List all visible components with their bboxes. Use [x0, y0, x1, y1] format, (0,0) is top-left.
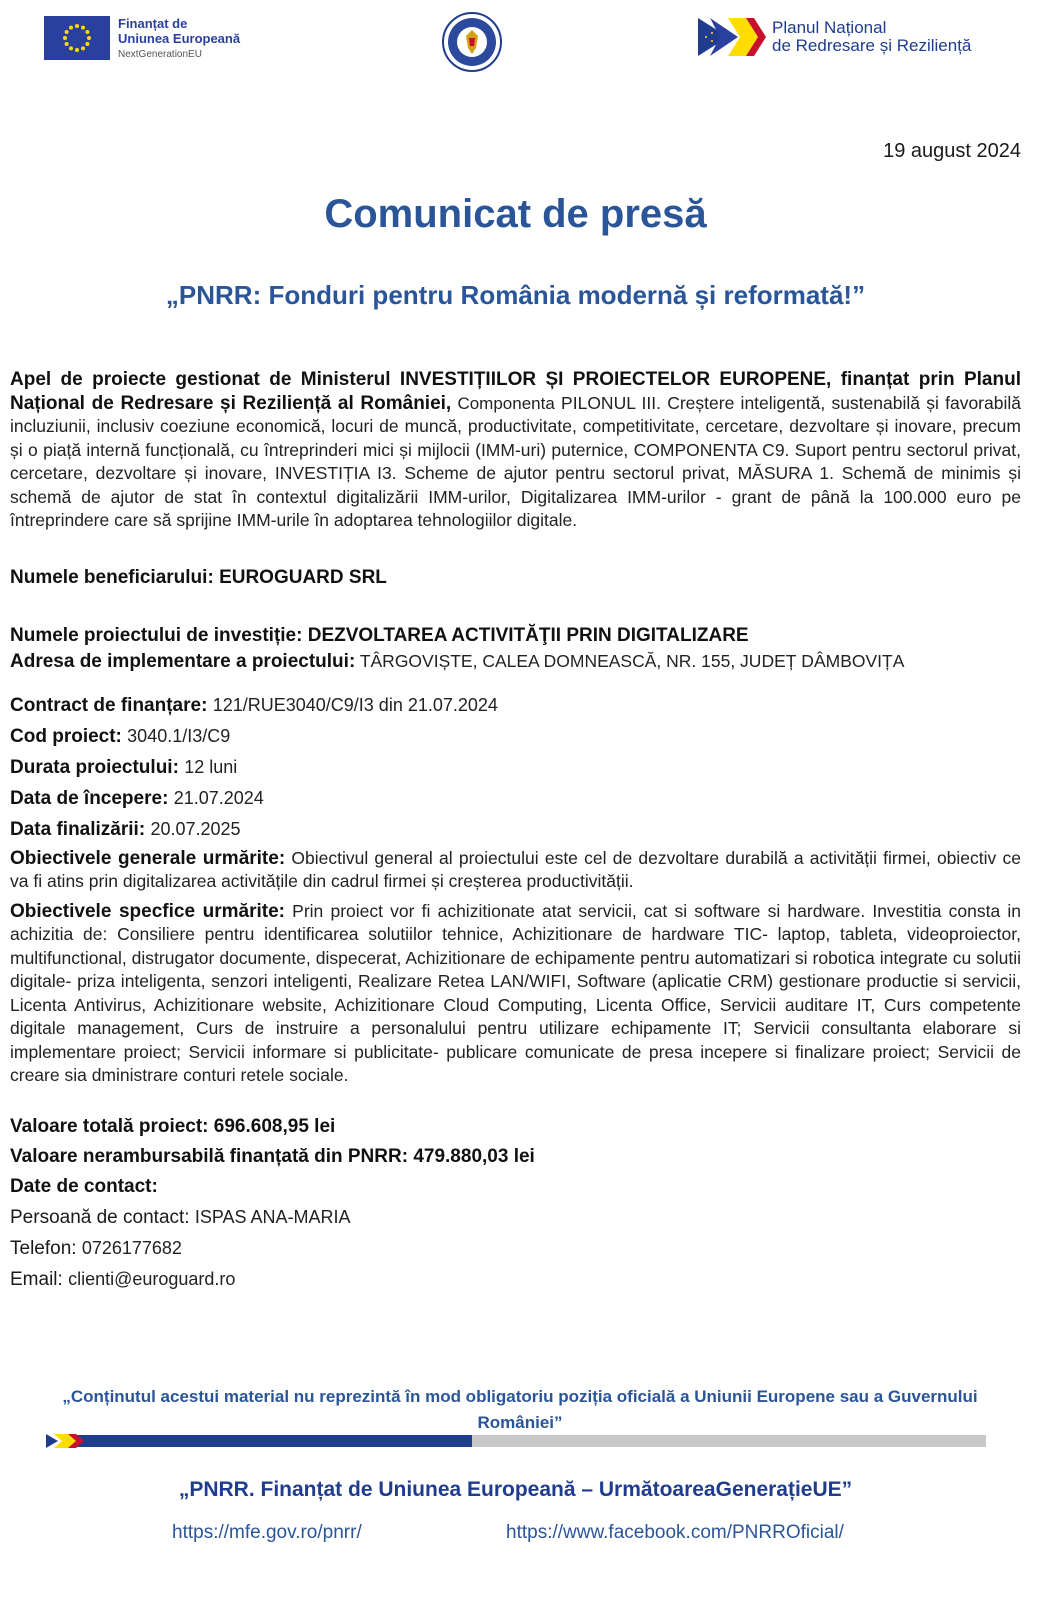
- address-label: Adresa de implementare a proiectului:: [10, 650, 356, 672]
- project-details: [10, 690, 1021, 845]
- pnrr-logo-line1: Planul Național: [772, 18, 887, 37]
- general-objectives-value: Obiectivul general al proiectului este cel de dezvoltare durabilă a activității firmei, obiectiv ce va fi atins prin digitalizarea activitățile din cadrul firmei și creșterea productivității.: [10, 847, 1021, 891]
- bar-grey-segment: [472, 1435, 986, 1447]
- page-header: [0, 0, 1051, 110]
- detail-project-code: [10, 721, 1021, 752]
- pnrr-arrow-logo-icon: [698, 18, 768, 56]
- detail-value: 121/RUE3040/C9/I3 din 21.07.2024: [212, 694, 498, 715]
- total-value-label: Valoare totală proiect:: [10, 1115, 209, 1137]
- detail-duration: [10, 752, 1021, 783]
- intro-text: PILONUL III. Creștere inteligentă, sustenabilă și favorabilă incluziunii, inclusiv coeziune economică, locuri de muncă, productivitate, competitivitate, cercetare, dezvoltare și inovare, precum și o piață internă funcțională, cu întreprinderi mici și mijlocii (IMM-uri) puternice, COMPONENTA C9. Suport pentru sectorul privat, cercetare, dezvoltare și inovare, INVESTIȚIA I3. Scheme de ajutor pentru sectorul privat, MĂSURA 1. Schemă de minimis și schemă de ajutor de stat în contextul digitalizării IMM-urilor, Digitalizarea IMM-urilor - grant de până la 100.000 euro pe întreprindere care să sprijine IMM-urile în adoptarea tehnologiilor digitale.: [10, 392, 1021, 530]
- contact-section: [10, 1172, 1021, 1295]
- intro-bold: Apel de proiecte gestionat de Ministerul INVESTIȚIILOR ȘI PROIECTELOR EUROPENE, finanțat prin Planul Național de Redresare și Reziliență al României,: [10, 369, 1021, 414]
- contact-phone-label: Telefon:: [10, 1237, 77, 1259]
- detail-start-date: [10, 783, 1021, 814]
- detail-value: 20.07.2025: [150, 818, 241, 839]
- grant-value-line: [10, 1142, 1021, 1172]
- page-title: Comunicat de presă: [324, 192, 707, 236]
- project-values: [10, 1112, 1021, 1172]
- press-release-body: [10, 368, 1021, 1295]
- detail-label: Data de începere:: [10, 787, 169, 809]
- contact-person-value: ISPAS ANA-MARIA: [194, 1206, 351, 1227]
- eu-logo-line2: Uniunea Europeană: [118, 31, 241, 46]
- progress-bar-arrow-icon: [46, 1434, 86, 1448]
- footer-slogan: „PNRR. Finanțat de Uniunea Europeană – UrmătoareaGenerațieUE”: [178, 1478, 853, 1501]
- contact-email-label: Email:: [10, 1268, 63, 1290]
- contact-email-line: [10, 1264, 1021, 1295]
- project-name-value: DEZVOLTAREA ACTIVITĂŢII PRIN DIGITALIZARE: [307, 624, 749, 646]
- mfe-link[interactable]: https://mfe.gov.ro/pnrr/: [172, 1522, 362, 1543]
- contact-phone-line: [10, 1233, 1021, 1264]
- contact-person-label: Persoană de contact:: [10, 1206, 190, 1228]
- grant-value-amount: 479.880,03 lei: [413, 1145, 535, 1167]
- beneficiary-value: EUROGUARD SRL: [219, 566, 387, 588]
- detail-end-date: [10, 814, 1021, 845]
- eu-logo-line3: NextGenerationEU: [118, 49, 202, 60]
- detail-contract: [10, 690, 1021, 721]
- contact-person-line: [10, 1202, 1021, 1233]
- eu-flag-icon: [44, 16, 110, 60]
- beneficiary-line: [10, 563, 1021, 593]
- eu-logo-line1: Finanțat de: [118, 16, 188, 31]
- general-objectives-label: Obiectivele generale urmărite:: [10, 847, 286, 869]
- beneficiary-label: Numele beneficiarului:: [10, 566, 214, 588]
- specific-objectives-value: Prin proiect vor fi achizitionate atat servicii, cat si software si hardware. Investitia consta in achizitia de: Consiliere pentru identificarea solutiilor tehnice, Achizitionare de hardware TIC- laptop, tableta, videoproiector, multifunctional, distrugator documente, dispecerat, Achizitionare de echipamente pentru automatizari si robotica integrate cu solutii digitale- priza inteligenta, senzori inteligenti, Realizare Retea LAN/WIFI, Software (aplicatie CRM) gestionare productie si servicii, Licenta Antivirus, Achizitionare website, Achizitionare Cloud Computing, Licenta Office, Servicii auditare IT, Curs competente digitale management, Curs de instruire a personalului pentru utilizare echipamente IT; Servicii consultanta elaborare si implementare proiect; Servicii informare si publicitate- publicare comunicate de presa incepere si finalizare proiect; Servicii de creare sia dministrare conturi retele sociale.: [10, 900, 1022, 1085]
- detail-value: 12 luni: [184, 756, 238, 777]
- address-line: [10, 649, 1021, 674]
- contact-heading: Date de contact:: [10, 1175, 158, 1197]
- pnrr-logo: [698, 18, 971, 56]
- page-subtitle: „PNRR: Fonduri pentru România modernă și reformată!”: [165, 280, 866, 310]
- specific-objectives: [10, 900, 1021, 1088]
- specific-objectives-label: Obiectivele specfice urmărite:: [10, 900, 285, 922]
- contact-phone-value[interactable]: 0726177682: [81, 1237, 182, 1258]
- disclaimer: „Conținutul acestui material nu reprezintă în mod obligatoriu poziția oficială a Uniunii Europene sau a Guvernului României”: [62, 1387, 978, 1432]
- contact-email-value[interactable]: clienti@euroguard.ro: [68, 1268, 236, 1289]
- detail-value: 21.07.2024: [173, 787, 264, 808]
- intro-paragraph: [10, 368, 1021, 533]
- release-date: 19 august 2024: [883, 140, 1021, 162]
- project-name-line: [10, 623, 1021, 649]
- total-value-line: [10, 1112, 1021, 1142]
- detail-value: 3040.1/I3/C9: [127, 725, 231, 746]
- project-name-label: Numele proiectului de investiție:: [10, 624, 303, 646]
- detail-label: Durata proiectului:: [10, 756, 179, 778]
- address-value: TÂRGOVIȘTE, CALEA DOMNEASCĂ, NR. 155, JUDEȚ DÂMBOVIȚA: [359, 650, 905, 671]
- pnrr-logo-line2: de Redresare și Reziliență: [772, 36, 972, 55]
- romanian-government-seal-icon: [442, 12, 502, 72]
- detail-label: Cod proiect:: [10, 725, 122, 747]
- detail-label: Data finalizării:: [10, 818, 146, 840]
- eu-funding-logo: [44, 16, 240, 62]
- grant-value-label: Valoare nerambursabilă finanțată din PNRR:: [10, 1145, 409, 1167]
- detail-label: Contract de finanțare:: [10, 694, 208, 716]
- general-objectives: [10, 847, 1021, 894]
- bar-blue-segment: [76, 1435, 472, 1447]
- footer-progress-bar: [46, 1434, 986, 1448]
- total-value-amount: 696.608,95 lei: [213, 1115, 336, 1137]
- intro-component-label: Componenta: [457, 393, 555, 413]
- facebook-link[interactable]: https://www.facebook.com/PNRROficial/: [506, 1522, 844, 1543]
